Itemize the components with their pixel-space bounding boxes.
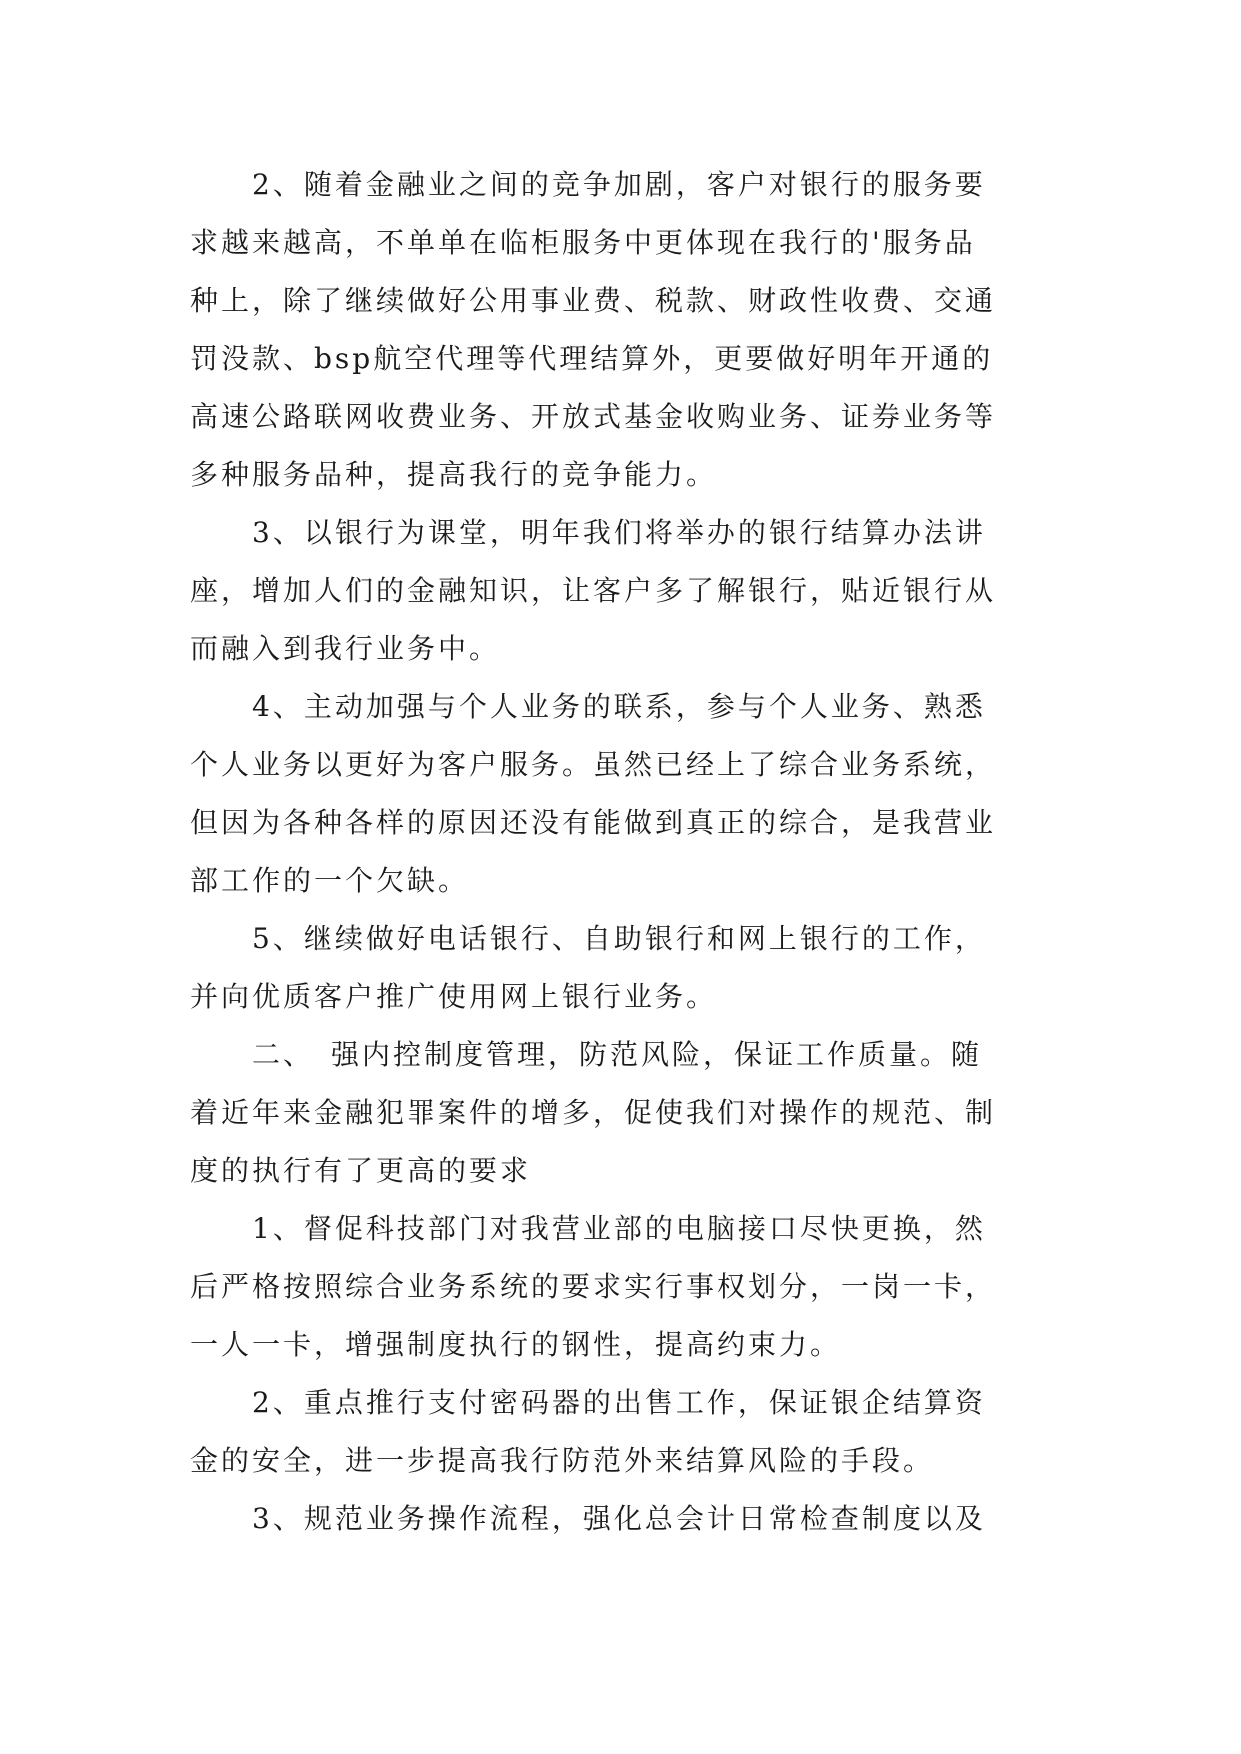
paragraph-item-1-interface: 1、督促科技部门对我营业部的电脑接口尽快更换，然 后严格按照综合业务系统的要求实行事权划分，一岗一卡， 一人一卡，增强制度执行的钢性，提高约束力。 [190,1212,997,1361]
paragraph-item-5-e-banking: 5、继续做好电话银行、自助银行和网上银行的工作， 并向优质客户推广使用网上银行业务。 [190,922,986,1013]
paragraph-item-2-competition: 2、随着金融业之间的竞争加剧，客户对银行的服务要 求越来越高，不单单在临柜服务中更体现在我行的'服务品 种上，除了继续做好公用事业费、税款、财政性收费、交通 罚没款、bsp航空代理等代理结算外，更要做好明年开通的 高速公路联网收费业务、开放式基金收购业务、证券业务等 多种服务品种，提高我行的竞争能力。 [190,168,997,491]
paragraph-item-3-lectures: 3、以银行为课堂，明年我们将举办的银行结算办法讲 座，增加人们的金融知识，让客户多了解银行，贴近银行从 而融入到我行业务中。 [190,516,997,665]
paragraph-item-2-password-device: 2、重点推行支付密码器的出售工作，保证银企结算资 金的安全，进一步提高我行防范外来结算风险的手段。 [190,1386,986,1477]
paragraph-item-4-personal-business: 4、主动加强与个人业务的联系，参与个人业务、熟悉 个人业务以更好为客户服务。虽然已经上了综合业务系统， 但因为各种各样的原因还没有能做到真正的综合，是我营业 部工作的一个欠缺。 [190,690,997,897]
section-heading-internal-control: 二、 强内控制度管理，防范风险，保证工作质量。随 着近年来金融犯罪案件的增多，促使我们对操作的规范、制 度的执行有了更高的要求 [190,1038,997,1187]
document-body [190,156,1070,1548]
paragraph-item-3-workflow: 3、规范业务操作流程，强化总会计日常检查制度以及 [190,1502,986,1535]
